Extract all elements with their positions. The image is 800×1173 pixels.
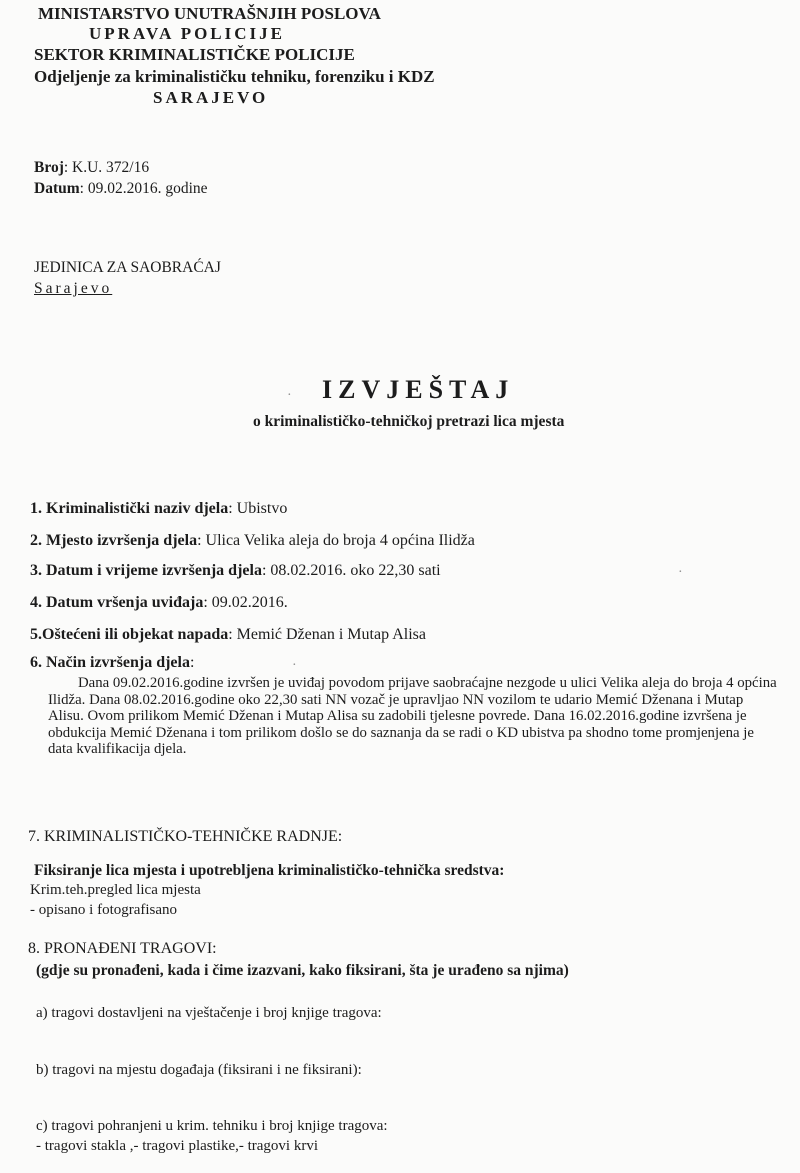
- item-label: 6. Način izvršenja djela: [30, 654, 190, 671]
- section-8-b: b) tragovi na mjestu događaja (fiksirani i ne fiksirani):: [36, 1062, 362, 1078]
- item-label: 4. Datum vršenja uviđaja: [30, 594, 204, 611]
- header-city: SARAJEVO: [153, 88, 269, 107]
- sector-name: SEKTOR KRIMINALISTIČKE POLICIJE: [34, 45, 355, 64]
- item-value: : Ulica Velika aleja do broja 4 općina Ilidža: [197, 532, 475, 549]
- scan-speck: ·: [678, 565, 683, 580]
- section-7-heading: [28, 828, 342, 846]
- item-value: : Ubistvo: [228, 500, 288, 517]
- report-date: [34, 179, 208, 199]
- department-name: Odjeljenje za kriminalističku tehniku, forenziku i KDZ: [34, 67, 435, 86]
- item-value: :: [189, 654, 195, 671]
- scan-speck: ·: [287, 388, 292, 403]
- ministry-name: MINISTARSTVO UNUTRAŠNJIH POSLOVA: [38, 4, 381, 23]
- item-method: [30, 652, 194, 674]
- item-label: 3. Datum i vrijeme izvršenja djela: [30, 562, 262, 579]
- section-7-title: 7. KRIMINALISTIČKO-TEHNIČKE RADNJE: [28, 828, 338, 845]
- case-number-value: : K.U. 372/16: [63, 159, 150, 176]
- report-title: IZVJEŠTAJ: [322, 375, 515, 404]
- item-value: : 09.02.2016.: [203, 594, 288, 611]
- item-inspection-date: [30, 592, 288, 614]
- case-number: [34, 158, 149, 178]
- item-crime-datetime: [30, 560, 441, 582]
- section-8-heading: 8. PRONAĐENI TRAGOVI:: [28, 940, 217, 957]
- item-label: 2. Mjesto izvršenja djela: [30, 532, 198, 549]
- item-value: : Memić Dženan i Mutap Alisa: [228, 626, 426, 643]
- item-crime-location: [30, 530, 475, 552]
- section-8-c-detail: - tragovi stakla ,- tragovi plastike,- tragovi krvi: [36, 1138, 319, 1154]
- recipient-unit: JEDINICA ZA SAOBRAĆAJ: [34, 259, 221, 276]
- section-7-line-1: Krim.teh.pregled lica mjesta: [30, 882, 201, 898]
- item-injured-party: [30, 624, 426, 646]
- section-8-note: (gdje su pronađeni, kada i čime izazvani, kako fiksirani, šta je urađeno sa njima): [36, 962, 569, 979]
- police-administration: UPRAVA POLICIJE: [89, 24, 285, 43]
- section-7-line-2: - opisano i fotografisano: [30, 902, 178, 918]
- case-number-label: Broj: [34, 159, 64, 176]
- item-value: : 08.02.2016. oko 22,30 sati: [261, 562, 441, 579]
- section-8-c: c) tragovi pohranjeni u krim. tehniku i broj knjige tragova:: [36, 1118, 388, 1134]
- incident-narrative: Dana 09.02.2016.godine izvršen je uviđaj povodom prijave saobraćajne nezgode u ulici Velika aleja do broja 4 općina Ilidža. Dana 08.02.2016.godine oko 22,30 sati NN vozač je upravljao NN vozilom te udario Memić Dženana i Mutap Alisu. Ovom prilikom Memić Dženan i Mutap Alisa su zadobili tjelesne povrede. Dana 16.02.2016.godine izvršena je obdukcija Memić Dženana i tom prilikom došlo se do saznanja da se radi o KD ubistva pa shodno tome promjenjena je data kvalifikacija djela.: [48, 675, 777, 757]
- item-crime-name: [30, 498, 287, 520]
- section-7-colon: :: [337, 828, 343, 845]
- scan-speck: ·: [292, 658, 297, 673]
- report-date-value: : 09.02.2016. godine: [79, 180, 208, 197]
- recipient-city: Sarajevo: [34, 280, 113, 297]
- section-8-a: a) tragovi dostavljeni na vještačenje i broj knjige tragova:: [36, 1005, 382, 1021]
- item-label: 5.Oštećeni ili objekat napada: [30, 626, 229, 643]
- item-label: 1. Kriminalistički naziv djela: [30, 500, 229, 517]
- report-date-label: Datum: [34, 180, 80, 197]
- report-subtitle: o kriminalističko-tehničkoj pretrazi lica mjesta: [253, 413, 565, 430]
- section-7-subheading: Fiksiranje lica mjesta i upotrebljena kriminalističko-tehnička sredstva:: [34, 862, 505, 879]
